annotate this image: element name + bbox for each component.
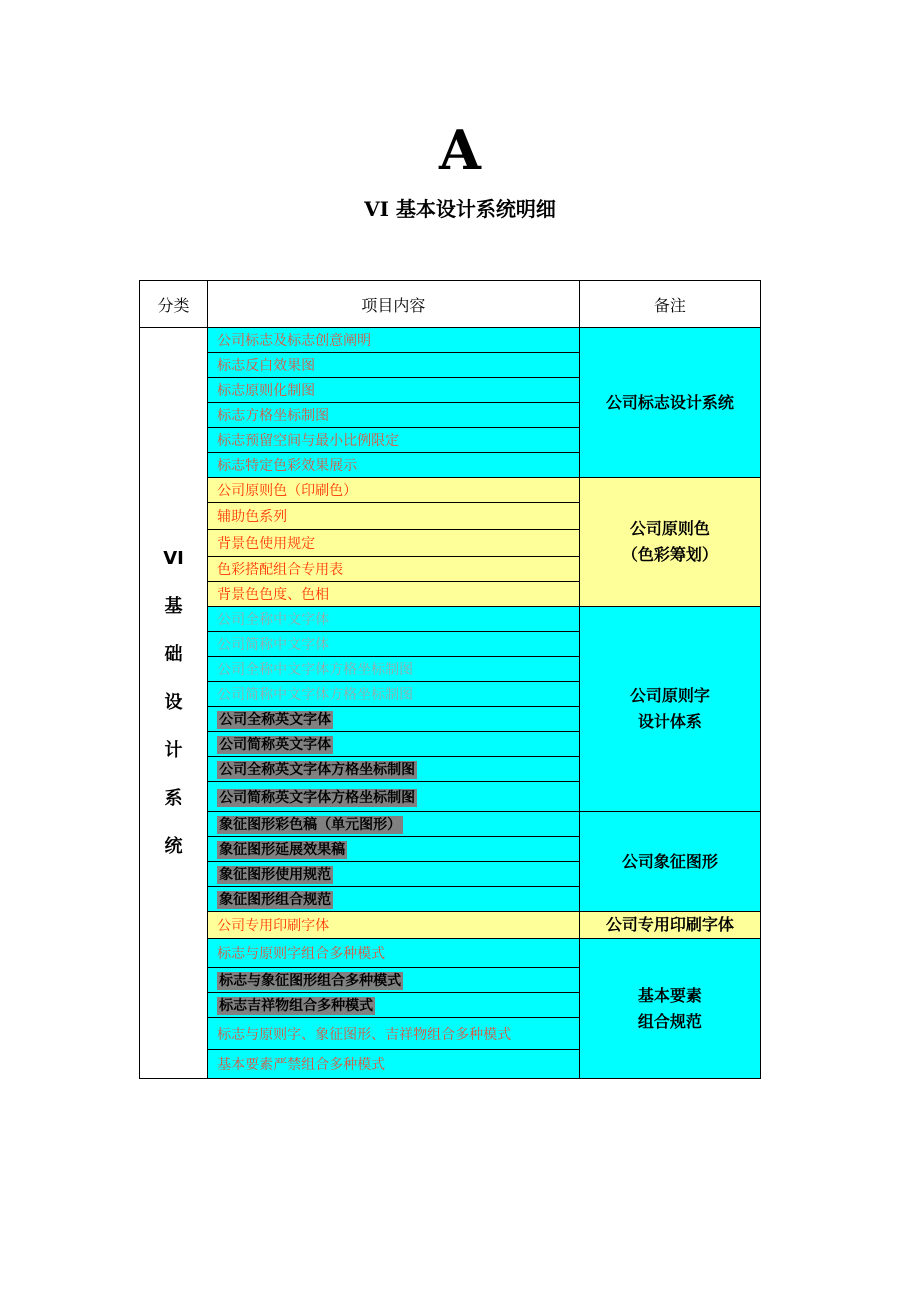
item-cell [208, 837, 580, 862]
item-cell: 公司全称中文字体方格坐标制图 [208, 657, 580, 682]
note-cell [579, 328, 760, 478]
column-header-note: 备注 [579, 281, 760, 328]
item-cell [208, 812, 580, 837]
note-text: 公司标志设计系统 [605, 392, 734, 412]
note-cell [579, 939, 760, 1079]
category-char: 统 [164, 836, 183, 857]
note-text: 公司专用印刷字体 [605, 915, 734, 934]
table-row [140, 812, 761, 837]
note-text: 公司原则字 [629, 686, 710, 705]
item-cell [208, 862, 580, 887]
item-cell: 标志与原则字、象征图形、吉祥物组合多种模式 [208, 1018, 580, 1050]
item-cell: 公司标志及标志创意阐明 [208, 328, 580, 353]
item-cell: 公司全称中文字体 [208, 607, 580, 632]
highlighted-text: 公司全称英文字体方格坐标制图 [219, 762, 416, 778]
item-cell [208, 782, 580, 812]
table-row [140, 478, 761, 503]
item-cell: 基本要素严禁组合多种模式 [208, 1050, 580, 1079]
category-char: VI [163, 548, 184, 569]
section-letter: A [439, 118, 481, 182]
item-cell [208, 757, 580, 782]
category-cell [140, 328, 208, 1079]
note-text: 公司原则色 [629, 519, 710, 538]
highlighted-text: 象征图形彩色稿（单元图形） [219, 817, 402, 833]
category-char: 基 [164, 596, 183, 617]
item-cell: 标志与原则字组合多种模式 [208, 939, 580, 968]
vi-detail-table [139, 280, 761, 1079]
table-row [140, 607, 761, 632]
column-header-category: 分类 [140, 281, 208, 328]
item-cell: 公司简称中文字体 [208, 632, 580, 657]
highlighted-text: 公司简称英文字体方格坐标制图 [219, 789, 416, 806]
note-cell [579, 478, 760, 607]
document-title: VI 基本设计系统明细 [364, 197, 556, 221]
item-cell: 公司原则色（印刷色） [208, 478, 580, 503]
table-header-row [140, 281, 761, 328]
highlighted-text: 象征图形延展效果稿 [219, 842, 346, 858]
item-cell: 公司专用印刷字体 [208, 912, 580, 939]
category-char: 系 [164, 788, 183, 809]
highlighted-text: 标志与象征图形组合多种模式 [219, 973, 402, 989]
category-char: 础 [164, 644, 183, 665]
column-header-content: 项目内容 [208, 281, 580, 328]
note-text: 组合规范 [637, 1011, 702, 1031]
item-cell: 色彩搭配组合专用表 [208, 557, 580, 582]
item-cell [208, 732, 580, 757]
category-char: 设 [164, 692, 183, 713]
item-cell: 标志原则化制图 [208, 378, 580, 403]
table-row [140, 328, 761, 353]
item-cell: 标志方格坐标制图 [208, 403, 580, 428]
item-cell: 背景色使用规定 [208, 530, 580, 557]
highlighted-text: 象征图形组合规范 [219, 892, 332, 908]
note-cell [579, 912, 760, 939]
note-cell [579, 812, 760, 912]
item-cell [208, 887, 580, 912]
item-cell: 背景色色度、色相 [208, 582, 580, 607]
item-cell [208, 707, 580, 732]
note-text: 基本要素 [637, 985, 702, 1005]
note-text: 公司象征图形 [621, 851, 718, 871]
item-cell: 标志特定色彩效果展示 [208, 453, 580, 478]
note-cell [579, 607, 760, 812]
category-char: 计 [164, 740, 183, 761]
item-cell: 标志预留空间与最小比例限定 [208, 428, 580, 453]
table-row [140, 939, 761, 968]
highlighted-text: 象征图形使用规范 [219, 867, 332, 883]
note-text: 设计体系 [637, 712, 702, 731]
item-cell: 标志反白效果图 [208, 353, 580, 378]
highlighted-text: 公司全称英文字体 [219, 712, 332, 728]
highlighted-text: 标志吉祥物组合多种模式 [219, 998, 374, 1014]
item-cell: 辅助色系列 [208, 503, 580, 530]
item-cell: 公司简称中文字体方格坐标制图 [208, 682, 580, 707]
note-text: （色彩筹划） [621, 545, 718, 564]
table-row [140, 912, 761, 939]
item-cell [208, 993, 580, 1018]
item-cell [208, 968, 580, 993]
highlighted-text: 公司简称英文字体 [219, 737, 332, 753]
